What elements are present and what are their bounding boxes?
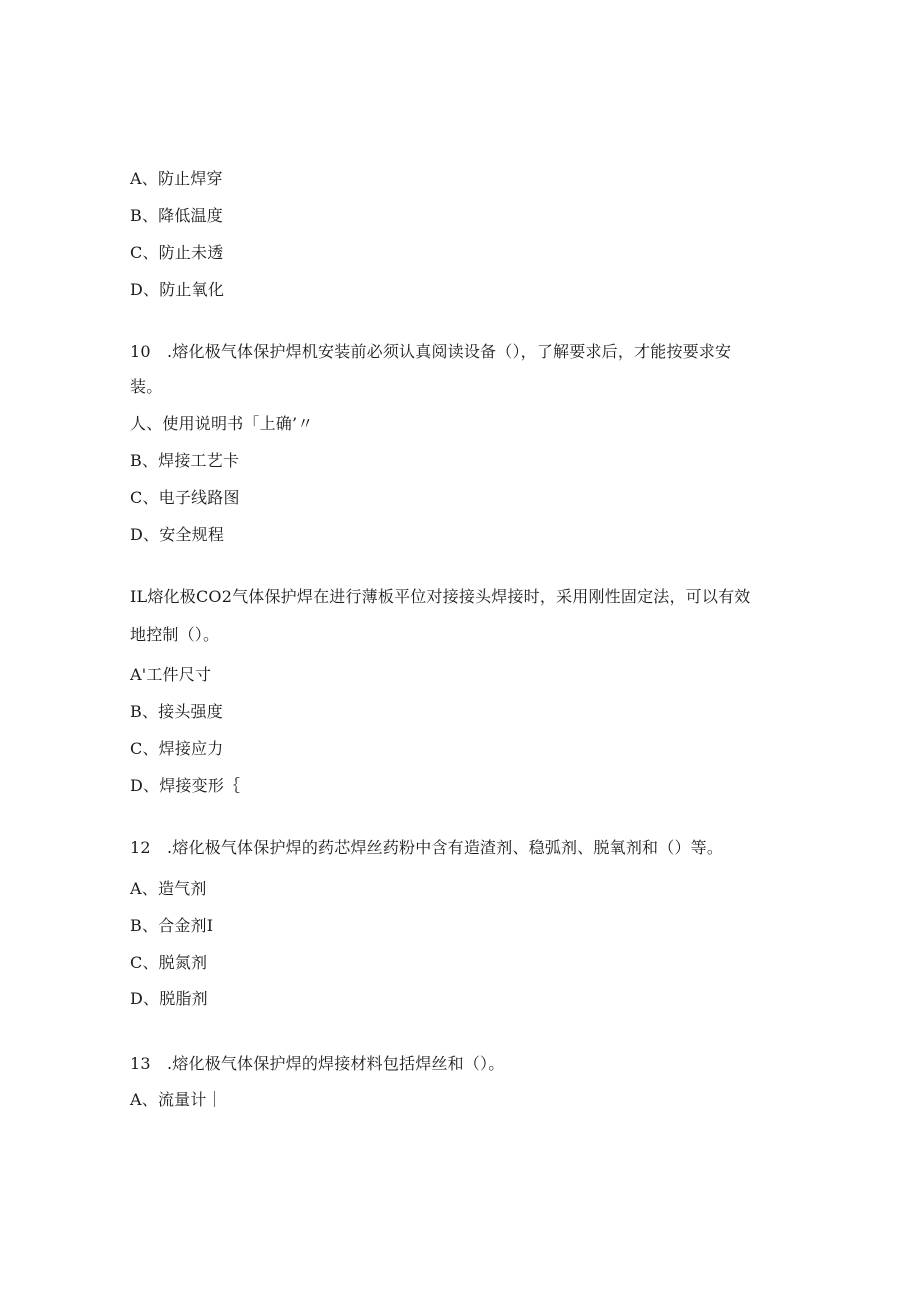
q10-option-b: B、焊接工艺卡 <box>130 451 240 470</box>
q11-option-d: D、焊接变形｛ <box>130 776 241 795</box>
q12-option-a: A、造气剂 <box>130 879 207 898</box>
q13-stem-line1: 13 .熔化极气体保护焊的焊接材料包括焊丝和（）。 <box>130 1054 505 1073</box>
q11-option-a: A'工件尺寸 <box>130 665 212 684</box>
q10-option-a: 人、使用说明书「上确’〃 <box>130 414 314 433</box>
q13-option-a: A、流量计｜ <box>130 1090 223 1109</box>
q11-option-c: C、焊接应力 <box>130 739 224 758</box>
q10-stem-line1: 10 .熔化极气体保护焊机安装前必须认真阅读设备（），了解要求后，才能按要求安 <box>130 342 732 361</box>
q9-option-d: D、防止氧化 <box>130 280 225 299</box>
q10-option-c: C、电子线路图 <box>130 488 240 507</box>
q11-stem-line1: IL熔化极CO2气体保护焊在进行薄板平位对接接头焊接时，采用刚性固定法，可以有效 <box>130 587 751 606</box>
q10-stem-line2: 装。 <box>130 377 163 396</box>
q12-option-b: B、合金剂I <box>130 916 214 935</box>
q12-option-d: D、脱脂剂 <box>130 989 208 1008</box>
q10-option-d: D、安全规程 <box>130 525 225 544</box>
q9-option-b: B、降低温度 <box>130 206 223 225</box>
q12-stem-line1: 12 .熔化极气体保护焊的药芯焊丝药粉中含有造渣剂、稳弧剂、脱氧剂和（）等。 <box>130 838 724 857</box>
q11-stem-line2: 地控制（）。 <box>130 625 220 644</box>
q9-option-c: C、防止未透 <box>130 243 224 262</box>
q11-option-b: B、接头强度 <box>130 702 223 721</box>
q12-option-c: C、脱氮剂 <box>130 953 208 972</box>
q9-option-a: A、防止焊穿 <box>130 169 223 188</box>
